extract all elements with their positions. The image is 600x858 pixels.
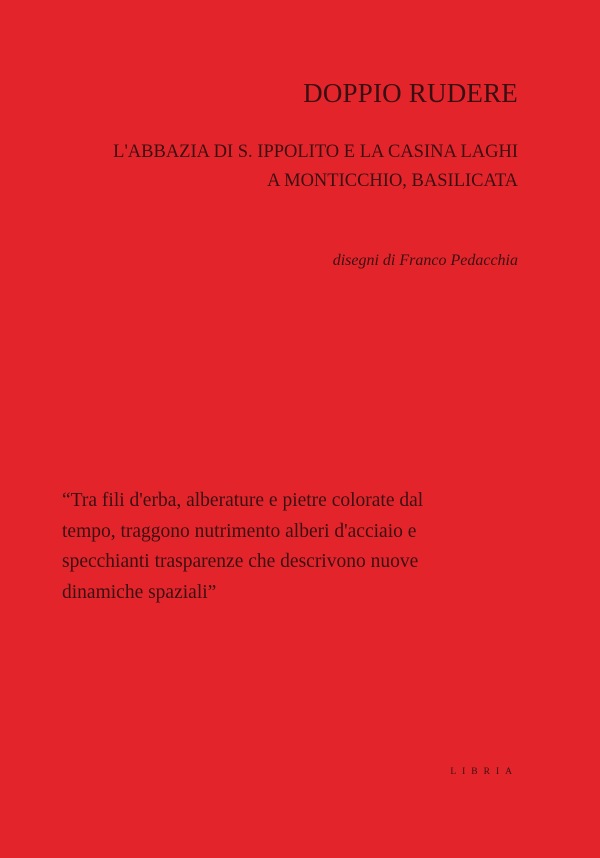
subtitle-line: L'ABBAZIA DI S. IPPOLITO E LA CASINA LAGHI — [113, 142, 518, 162]
subtitle-line: A MONTICCHIO, BASILICATA — [267, 171, 518, 191]
illustrator-credit: disegni di Franco Pedacchia — [332, 252, 518, 269]
quote-line: tempo, traggono nutrimento alberi d'acciaio e — [62, 520, 417, 542]
book-title: DOPPIO RUDERE — [303, 78, 518, 108]
cover-quote — [62, 486, 542, 608]
quote-line: dinamiche spaziali” — [62, 581, 217, 603]
book-subtitle — [113, 138, 518, 196]
publisher-name: LIBRIA — [450, 767, 518, 777]
quote-line: “Tra fili d'erba, alberature e pietre colorate dal — [62, 490, 424, 511]
quote-line: specchianti trasparenze che descrivono nuove — [62, 551, 419, 572]
